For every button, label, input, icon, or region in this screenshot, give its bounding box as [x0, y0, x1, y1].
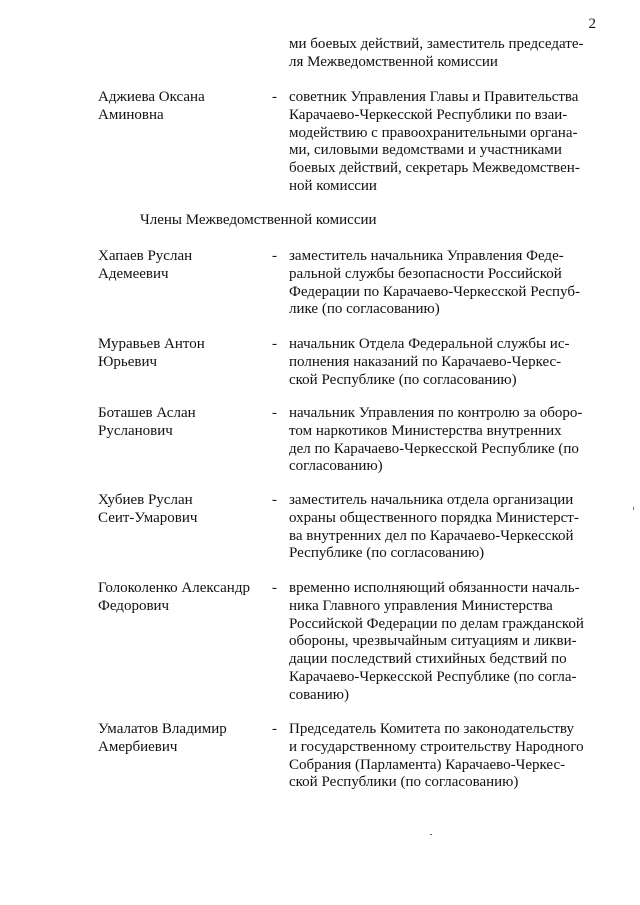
page-number: 2 — [588, 16, 596, 32]
continuation-line: ля Межведомственной комиссии — [289, 53, 498, 70]
member-role: заместитель начальника отдела организации охраны общественного порядка Министерст- ва внутренних дел по Карачаево-Черкесской Республике (по согласованию) — [289, 492, 579, 562]
member-name: Боташев Аслан Русланович — [98, 405, 196, 439]
member-role: заместитель начальника Управления Феде- ральной службы безопасности Российской Федерации по Карачаево-Черкесской Респуб- лике (по согласованию) — [289, 248, 580, 318]
dash-separator: - — [272, 492, 277, 508]
member-role: Председатель Комитета по законодательству и государственному строительству Народного Собрания (Парламента) Карачаево-Черкес- ской Республики (по согласованию) — [289, 721, 584, 791]
member-role: начальник Управления по контролю за оборо- том наркотиков Министерства внутренних дел по Карачаево-Черкесской Республике (по согласованию) — [289, 405, 583, 475]
continuation-line: ми боевых действий, заместитель председате- — [289, 36, 584, 52]
dash-separator: - — [272, 336, 277, 352]
dash-separator: - — [272, 248, 277, 264]
dash-separator: - — [272, 405, 277, 421]
member-name: Аджиева Оксана Аминовна — [98, 89, 205, 123]
dash-separator: - — [272, 89, 277, 105]
member-role: советник Управления Главы и Правительства Карачаево-Черкесской Республики по взаи- модействию с правоохранительными органа- ми, силовыми ведомствами и участниками боевых действий, секретарь Межведомствен- ной комиссии — [289, 89, 580, 194]
member-name: Муравьев Антон Юрьевич — [98, 336, 205, 370]
member-name: Хапаев Руслан Адемеевич — [98, 248, 193, 282]
scan-artifact — [633, 507, 634, 510]
scan-artifact — [430, 834, 432, 835]
section-heading: Члены Межведомственной комиссии — [140, 212, 377, 228]
member-name: Умалатов Владимир Амербиевич — [98, 721, 227, 755]
dash-separator: - — [272, 580, 277, 596]
member-name: Голоколенко Александр Федорович — [98, 580, 250, 614]
member-name: Хубиев Руслан Сеит-Умарович — [98, 492, 198, 526]
member-role: временно исполняющий обязанности началь- ника Главного управления Министерства Российской Федерации по делам гражданской обороны, чрезвычайным ситуациям и ликви- дации последствий стихийных бедствий по Карачаево-Черкесской Республике (по согла- сованию) — [289, 580, 584, 703]
dash-separator: - — [272, 721, 277, 737]
continuation-text — [289, 36, 595, 72]
member-role: начальник Отдела Федеральной службы ис- полнения наказаний по Карачаево-Черкес- ской Республике (по согласованию) — [289, 336, 570, 388]
